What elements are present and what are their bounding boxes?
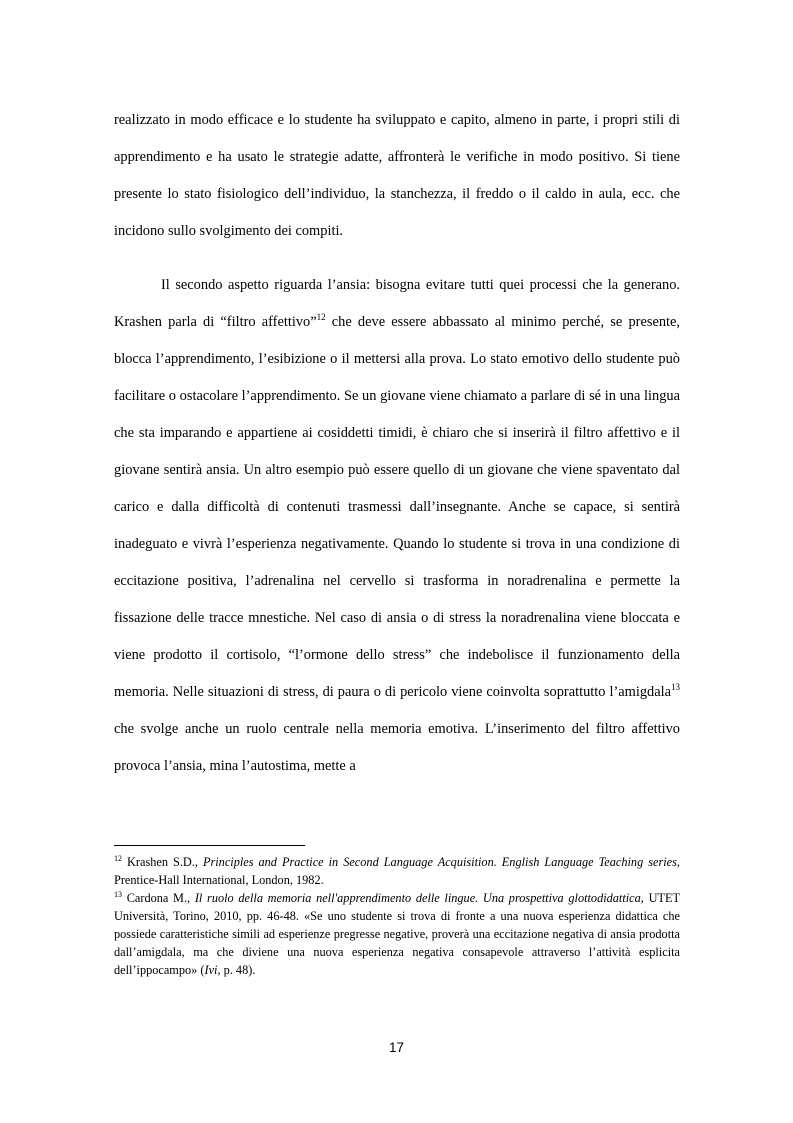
footnote-author: Cardona M.,	[122, 891, 195, 905]
body-paragraph-1	[114, 102, 680, 250]
footnote-13	[114, 889, 680, 979]
footnote-author: Krashen S.D.,	[122, 855, 203, 869]
paragraph-text-part-b: che deve essere abbassato al minimo perché, se presente, blocca l’apprendimento, l’esibizione o il mettersi alla prova. Lo stato emotivo dello studente può facilitare o ostacolare l’apprendimento. Se un giovane viene chiamato a parlare di sé in una lingua che sta imparando e appartiene ai cosiddetti timidi, è chiaro che si inserirà il filtro affettivo e il giovane sentirà ansia. Un altro esempio può essere quello di un giovane che viene spaventato dal carico e dalla difficoltà di contenuti trasmessi dall’insegnante. Anche se capace, si sentirà inadeguato e vivrà l’esperienza negativamente. Quando lo studente si trova in una condizione di eccitazione positiva, l’adrenalina nel cervello si trasforma in noradrenalina e permette la fissazione delle tracce mnestiche. Nel caso di ansia o di stress la noradrenalina viene bloccata e viene prodotto il cortisolo, “l’ormone dello stress” che indebolisce il funzionamento della memoria. Nelle situazioni di stress, di paura o di pericolo viene coinvolta soprattutto l’amigdala	[114, 314, 681, 700]
footnote-title: Il ruolo della memoria nell'apprendimento delle lingue. Una prospettiva glottodidattica	[194, 891, 641, 905]
paragraph-text: realizzato in modo efficace e lo studente ha sviluppato e capito, almeno in parte, i propri stili di apprendimento e ha usato le strategie adatte, affronterà le verifiche in modo positivo. Si tiene presente lo stato fisiologico dell’individuo, la stanchezza, il freddo o il caldo in aula, ecc. che incidono sullo svolgimento dei compiti.	[114, 112, 680, 239]
footnote-publisher: Prentice-Hall International, London, 1982.	[114, 873, 324, 887]
body-paragraph-2	[114, 267, 680, 785]
footnote-ref-12[interactable]: 12	[316, 312, 326, 323]
paragraph-text	[114, 267, 680, 785]
footnote-separator	[114, 845, 305, 846]
footnotes	[114, 853, 680, 979]
paragraph-text-part-a: Il secondo aspetto riguarda l’ansia: bisogna evitare tutti quei processi che la generano. Krashen parla di “filtro affettivo”	[114, 277, 680, 330]
page-number: 17	[388, 1040, 405, 1055]
paragraph-text-part-c: che svolge anche un ruolo centrale nella memoria emotiva. L’inserimento del filtro affettivo provoca l’ansia, mina l’autostima, mette a	[114, 721, 680, 774]
footnote-body: , UTET Università, Torino, 2010, pp. 46-48. «Se uno studente si trova di fronte a una nuova esperienza didattica che possiede caratteristiche simili ad esperienze pregresse negative, proverà una eccitazione negativa di ansia prodotta dall’amigdala, ma che diviene una nuova esperienza negativa consapevole attraverso l’attività esplicita dell’ippocampo» (	[114, 891, 680, 977]
footnote-ref-13[interactable]: 13	[671, 682, 680, 693]
footnote-ivi: Ivi	[204, 963, 218, 977]
footnote-number: 12	[114, 853, 122, 863]
footnote-page: , p. 48).	[217, 963, 256, 977]
footnote-title: Principles and Practice in Second Language Acquisition. English Language Teaching series,	[202, 855, 680, 869]
footnote-12	[114, 853, 680, 889]
footnote-number: 13	[114, 889, 122, 899]
